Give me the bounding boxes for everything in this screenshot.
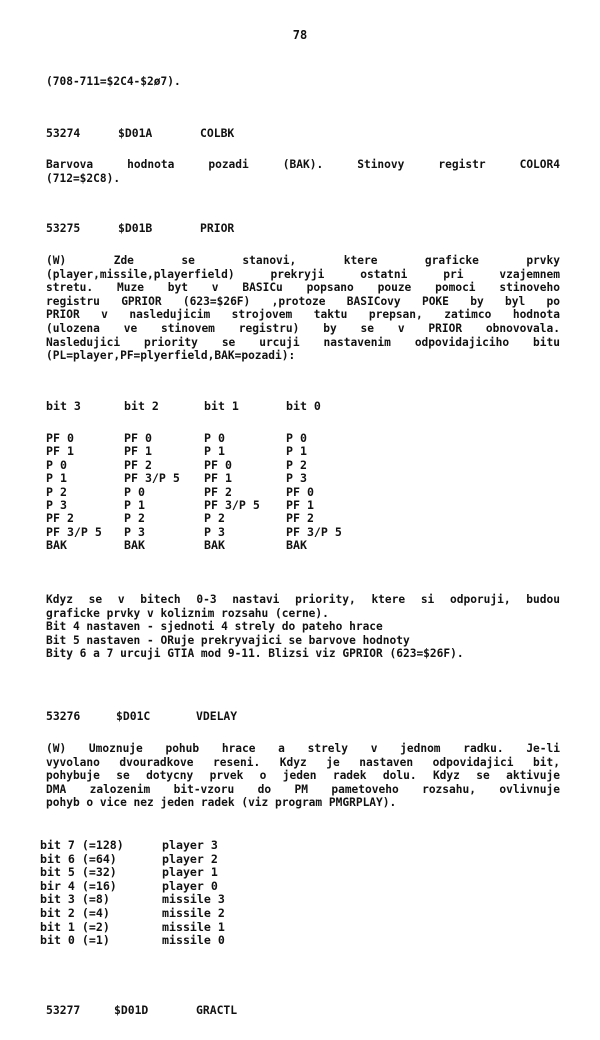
register-address-hex: $D01A bbox=[118, 126, 153, 140]
table-cell: PF 3/P 5 bbox=[286, 524, 342, 539]
table-cell: PF 3/P 5 bbox=[124, 471, 180, 486]
register-address-decimal: 53276 bbox=[46, 709, 81, 723]
register-address-decimal: 53277 bbox=[46, 1003, 81, 1017]
table-cell: PF 2 bbox=[286, 511, 314, 526]
table-cell: PF 0 bbox=[124, 431, 152, 445]
table-cell: P 0 bbox=[46, 457, 67, 472]
register-name: GRACTL bbox=[196, 1003, 238, 1017]
register-address-hex: $D01B bbox=[118, 221, 153, 235]
bit-label: bit 2 (=4) bbox=[40, 905, 110, 920]
bit-target: missile 0 bbox=[162, 933, 225, 948]
table-cell: PF 1 bbox=[204, 471, 232, 486]
prior-description bbox=[46, 254, 560, 363]
text-line: Bity 6 a 7 urcuji GTIA mod 9-11. Blizsi viz GPRIOR (623=$26F). bbox=[46, 647, 464, 661]
table-cell: PF 0 bbox=[46, 431, 74, 445]
register-address-hex: $D01D bbox=[114, 1003, 149, 1017]
table-cell: P 1 bbox=[46, 471, 67, 486]
text-line: (player,missile,playerfield) prekryji ostatni pri vzajemnem bbox=[46, 267, 560, 281]
register-address-decimal: 53274 bbox=[46, 126, 81, 140]
table-cell: P 2 bbox=[204, 511, 225, 526]
text-line: registru GPRIOR (623=$26F) ,protoze BASICovy POKE by byl po bbox=[46, 294, 560, 308]
bit-target: player 1 bbox=[162, 865, 218, 880]
text-line: Nasledujici priority se urcuji nastavenim odpovidajiciho bitu bbox=[46, 335, 560, 349]
table-cell: P 0 bbox=[286, 431, 307, 445]
prior-notes bbox=[46, 593, 560, 661]
text-line: (ulozena ve stinovem registru) by se v PRIOR obnovovala. bbox=[46, 321, 560, 335]
bit-label: bit 0 (=1) bbox=[40, 933, 110, 948]
text-line: stretu. Muze byt v BASICu popsano pouze pomoci stinoveho bbox=[46, 281, 560, 295]
table-cell: PF 1 bbox=[46, 444, 74, 459]
text-line: (W) Zde se stanovi, ktere graficke prvky bbox=[46, 254, 560, 267]
text-line: pohyb o vice nez jeden radek (viz program PMGRPLAY). bbox=[46, 796, 397, 810]
table-cell: P 3 bbox=[204, 524, 225, 539]
column-header: bit 0 bbox=[286, 399, 321, 413]
table-cell: PF 2 bbox=[204, 484, 232, 499]
text-line: graficke prvky v koliznim rozsahu (cerne). bbox=[46, 606, 329, 620]
bit-label: bir 4 (=16) bbox=[40, 878, 117, 893]
bit-target: missile 2 bbox=[162, 905, 225, 920]
table-cell: P 0 bbox=[124, 484, 145, 499]
bit-target: player 0 bbox=[162, 878, 218, 893]
bit-label: bit 6 (=64) bbox=[40, 851, 117, 866]
table-cell: P 1 bbox=[204, 444, 225, 459]
text-line: Bit 4 nastaven - sjednoti 4 strely do pateho hrace bbox=[46, 620, 383, 634]
column-header: bit 2 bbox=[124, 399, 159, 413]
table-cell: P 3 bbox=[124, 524, 145, 539]
bit-label: bit 7 (=128) bbox=[40, 838, 124, 852]
bit-target: missile 1 bbox=[162, 919, 225, 934]
bit-label: bit 5 (=32) bbox=[40, 865, 117, 880]
text-line: Barvova hodnota pozadi (BAK). Stinovy registr COLOR4 bbox=[46, 158, 560, 171]
colbk-description bbox=[46, 158, 560, 185]
register-name: VDELAY bbox=[196, 709, 238, 723]
table-cell: BAK bbox=[286, 538, 307, 553]
text-line: pohybuje se dotycny prvek o jeden radek dolu. Kdyz se aktivuje bbox=[46, 769, 560, 783]
table-cell: BAK bbox=[204, 538, 225, 553]
table-cell: PF 1 bbox=[286, 497, 314, 512]
register-name: PRIOR bbox=[200, 221, 235, 235]
register-address-decimal: 53275 bbox=[46, 221, 81, 235]
bit-target: player 2 bbox=[162, 851, 218, 866]
text-line: (PL=player,PF=plyerfield,BAK=pozadi): bbox=[46, 349, 296, 363]
text-line: Kdyz se v bitech 0-3 nastavi priority, ktere si odporuji, budou bbox=[46, 593, 560, 606]
table-cell: PF 2 bbox=[124, 457, 152, 472]
table-cell: PF 2 bbox=[46, 511, 74, 526]
table-cell: PF 1 bbox=[124, 444, 152, 459]
table-cell: PF 0 bbox=[204, 457, 232, 472]
table-cell: P 1 bbox=[124, 497, 145, 512]
bit-target: player 3 bbox=[162, 838, 218, 852]
table-cell: P 2 bbox=[124, 511, 145, 526]
vdelay-description bbox=[46, 742, 560, 810]
continued-line: (708-711=$2C4-$2ø7). bbox=[46, 75, 181, 88]
table-cell: PF 0 bbox=[286, 484, 314, 499]
table-cell: P 3 bbox=[286, 471, 307, 486]
bit-label: bit 1 (=2) bbox=[40, 919, 110, 934]
table-cell: PF 3/P 5 bbox=[204, 497, 260, 512]
register-name: COLBK bbox=[200, 126, 235, 140]
text-line: PRIOR v nasledujicim strojovem taktu prepsan, zatimco hodnota bbox=[46, 308, 560, 322]
register-address-hex: $D01C bbox=[116, 709, 151, 723]
table-cell: BAK bbox=[46, 538, 67, 553]
table-cell: BAK bbox=[124, 538, 145, 553]
table-cell: P 1 bbox=[286, 444, 307, 459]
table-cell: P 3 bbox=[46, 497, 67, 512]
text-line: (712=$2C8). bbox=[46, 171, 121, 185]
bit-label: bit 3 (=8) bbox=[40, 892, 110, 907]
table-cell: P 2 bbox=[46, 484, 67, 499]
bit-target: missile 3 bbox=[162, 892, 225, 907]
table-cell: PF 3/P 5 bbox=[46, 524, 102, 539]
text-line: DMA zalozenim bit-vzoru do PM pametoveho rozsahu, ovlivnuje bbox=[46, 782, 560, 796]
table-cell: P 2 bbox=[286, 457, 307, 472]
table-cell: P 0 bbox=[204, 431, 225, 445]
column-header: bit 1 bbox=[204, 399, 239, 413]
page-number: 78 bbox=[292, 28, 308, 42]
column-header: bit 3 bbox=[46, 399, 81, 413]
text-line: (W) Umoznuje pohub hrace a strely v jednom radku. Je-li bbox=[46, 742, 560, 755]
text-line: Bit 5 nastaven - ORuje prekryvajici se barvove hodnoty bbox=[46, 633, 410, 647]
text-line: vyvolano dvouradkove reseni. Kdyz je nastaven odpovidajici bit, bbox=[46, 755, 560, 769]
